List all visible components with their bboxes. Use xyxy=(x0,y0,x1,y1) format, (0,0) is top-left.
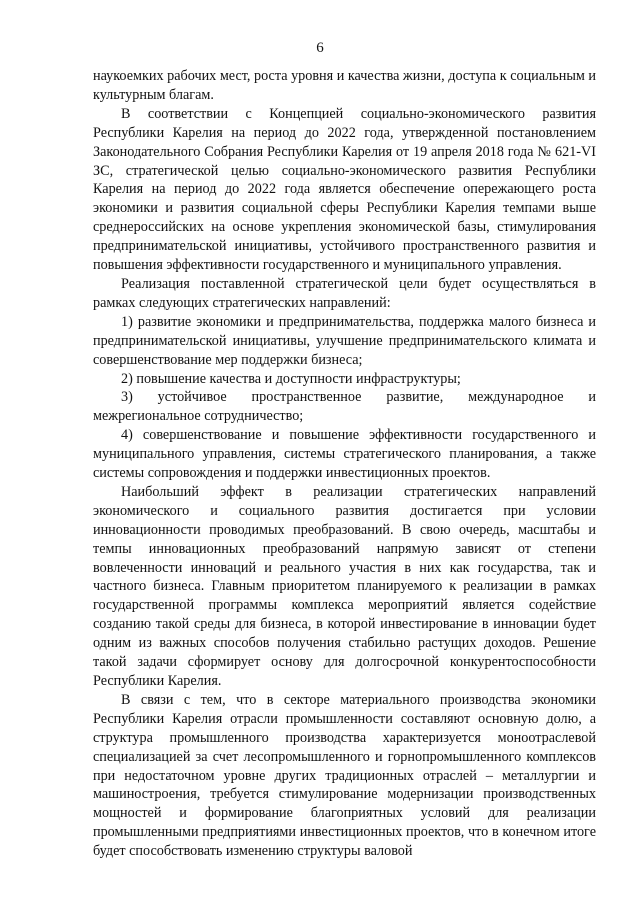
list-item-direction-1: 1) развитие экономики и предпринимательства, поддержка малого бизнеса и предпринимательской инициативы, улучшение предпринимательского климата и совершенствование мер поддержки бизнеса; xyxy=(93,313,596,368)
document-body xyxy=(93,67,596,861)
paragraph-strategic-directions-intro: Реализация поставленной стратегической цели будет осуществляться в рамках следующих стратегических направлений: xyxy=(93,275,596,311)
list-item-direction-2: 2) повышение качества и доступности инфраструктуры; xyxy=(121,370,461,387)
paragraph-concept-goal: В соответствии с Концепцией социально-экономического развития Республики Карелия на период до 2022 года, утвержденной постановлением Законодательного Собрания Республики Карелия от 19 апреля 2018 года № 621-VI ЗС, стратегической целью социально-экономического развития Республики Карелия на период до 2022 года является обеспечение опережающего роста экономики и развития социальной сферы Республики Карелия темпами выше среднероссийских на основе укрепления экономической базы, стимулирования предпринимательской инициативы, устойчивого пространственного развития и повышения эффективности государственного и муниципального управления. xyxy=(93,105,596,274)
paragraph-industry-structure: В связи с тем, что в секторе материального производства экономики Республики Карелия отрасли промышленности составляют основную долю, а структура промышленного производства характеризуется моноотраслевой специализацией за счет лесопромышленного и горнопромышленного комплексов при недостаточном уровне других традиционных отраслей – металлургии и машиностроения, требуется стимулирование модернизации производственных мощностей и формирование благоприятных условий для реализации промышленными предприятиями инвестиционных проектов, что в конечном итоге будет способствовать изменению структуры валовой xyxy=(93,691,596,860)
page-number: 6 xyxy=(316,40,324,56)
paragraph-innovation-effect: Наибольший эффект в реализации стратегических направлений экономического и социального развития достигается при условии инновационности проводимых преобразований. В свою очередь, масштабы и темпы инновационных преобразований напрямую зависят от степени вовлеченности инноваций и реального участия в них как государства, так и частного бизнеса. Главным приоритетом планируемого к реализации в рамках государственной программы комплекса мероприятий является содействие созданию такой среды для бизнеса, в которой инвестирование в инновации будет одним из важных способов получения стабильно растущих доходов. Решение такой задачи сформирует основу для долгосрочной конкурентоспособности Республики Карелия. xyxy=(93,483,596,689)
list-item-direction-3: 3) устойчивое пространственное развитие, международное и межрегиональное сотрудничество; xyxy=(93,389,596,425)
list-item-direction-4: 4) совершенствование и повышение эффективности государственного и муниципального управления, системы стратегического планирования, а также системы сопровождения и поддержки инвестиционных проектов. xyxy=(93,427,596,482)
paragraph-continuation: наукоемких рабочих мест, роста уровня и качества жизни, доступа к социальным и культурным благам. xyxy=(93,68,596,103)
